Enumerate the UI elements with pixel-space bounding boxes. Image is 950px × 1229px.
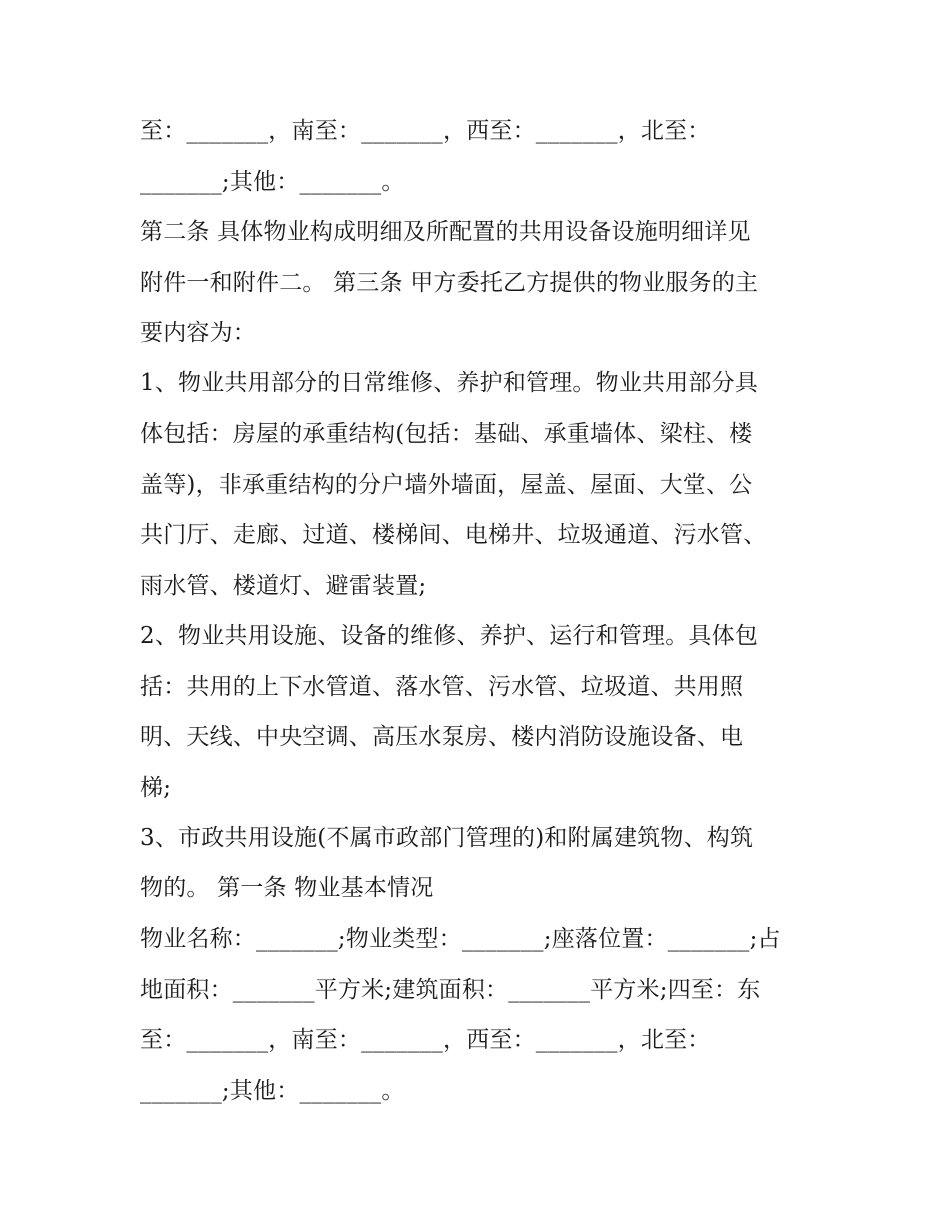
text-line: 梯; bbox=[140, 775, 172, 801]
text-line: 盖等)，非承重结构的分户墙外墙面，屋盖、屋面、大堂、公 bbox=[140, 472, 753, 498]
text-line: 物业名称：_______;物业类型：_______;座落位置：_______;占 bbox=[140, 926, 781, 952]
text-line: 附件一和附件二。 第三条 甲方委托乙方提供的物业服务的主 bbox=[140, 270, 759, 296]
text-line: 共门厅、走廊、过道、楼梯间、电梯井、垃圾通道、污水管、 bbox=[140, 522, 767, 548]
text-line: 物的。 第一条 物业基本情况 bbox=[140, 875, 434, 901]
text-line: 2、物业共用设施、设备的维修、养护、运行和管理。具体包 bbox=[140, 623, 759, 649]
text-line: 3、市政共用设施(不属市政部门管理的)和附属建筑物、构筑 bbox=[140, 825, 754, 851]
text-line: 地面积：_______平方米;建筑面积：_______平方米;四至：东 bbox=[140, 977, 761, 1003]
text-line: 雨水管、楼道灯、避雷装置; bbox=[140, 573, 427, 599]
text-line: 第二条 具体物业构成明细及所配置的共用设备设施明细详见 bbox=[140, 219, 751, 245]
text-line: _______;其他：_______。 bbox=[140, 1078, 405, 1104]
text-line: 括：共用的上下水管道、落水管、污水管、垃圾道、共用照 bbox=[140, 674, 744, 700]
text-line: 明、天线、中央空调、高压水泵房、楼内消防设施设备、电 bbox=[140, 724, 744, 750]
text-line: 1、物业共用部分的日常维修、养护和管理。物业共用部分具 bbox=[140, 370, 759, 396]
text-line: 至：_______，南至：_______，西至：_______，北至： bbox=[140, 118, 711, 144]
text-line: _______;其他：_______。 bbox=[140, 169, 405, 195]
text-line: 要内容为： bbox=[140, 320, 256, 346]
text-line: 至：_______，南至：_______，西至：_______，北至： bbox=[140, 1027, 711, 1053]
text-line: 体包括：房屋的承重结构(包括：基础、承重墙体、梁柱、楼 bbox=[140, 421, 753, 447]
